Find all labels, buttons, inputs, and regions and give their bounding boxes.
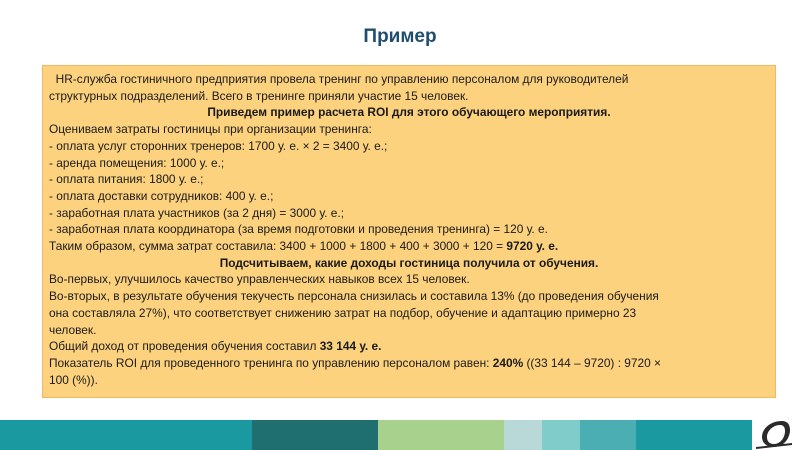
cost-item-food: - оплата питания: 1800 у. е.; [49,172,204,187]
slide-title: Пример [363,26,437,47]
roi-text: Показатель ROI для проведенного тренинга по управлению персоналом равен: [49,355,493,370]
roi-formula-end: 100 (%)). [49,372,98,387]
text-line-costs-intro: Оцениваем затраты гостиницы при организации тренинга: [49,122,372,137]
roi-line [49,355,769,372]
roi-formula: ((33 144 – 9720) : 9720 × [523,355,662,370]
cost-item-transport: - оплата доставки сотрудников: 400 у. е.; [49,188,274,203]
footer-segment [378,420,504,450]
total-costs-text: Таким образом, сумма затрат составила: 3400 + 1000 + 1800 + 400 + 3000 + 120 = [49,239,507,254]
cost-item-rent: - аренда помещения: 1000 у. е.; [49,155,225,170]
footer-segment [504,420,542,450]
footer-segment [252,420,378,450]
footer-segment [0,420,252,450]
roi-value: 240% [492,355,524,370]
text-line-second-3: человек. [49,322,97,337]
text-line-1: HR-служба гостиничного предприятия провела тренинг по управлению персоналом для руководителей [55,72,629,86]
cost-item-participants-salary: - заработная плата участников (за 2 дня) = 3000 у. е.; [49,205,345,220]
total-income-value: 33 144 у. е. [319,339,382,354]
cost-item-trainers: - оплата услуг сторонних тренеров: 1700 у. е. × 2 = 3400 у. е.; [49,138,388,153]
cost-item-coordinator-salary: - заработная плата координатора (за время подготовки и проведения тренинга) = 120 у. е. [49,222,548,237]
text-line-first: Во-первых, улучшилось качество управленческих навыков всех 15 человек. [49,272,470,287]
section-heading-roi: Приведем пример расчета ROI для этого обучающего мероприятия. [207,105,611,120]
footer-color-bar [0,420,800,450]
total-income-text: Общий доход от проведения обучения составил [49,339,320,354]
footer-segment [542,420,580,450]
text-line-second-1: Во-вторых, в результате обучения текучесть персонала снизилась и составила 13% (до проведения обучения [49,289,659,304]
logo-icon [752,417,796,450]
footer-segment [580,420,636,450]
example-text-panel [42,65,776,398]
footer-segment [636,420,752,450]
text-line-2: структурных подразделений. Всего в тренинге приняли участие 15 человек. [49,88,469,103]
total-income-line [49,338,769,355]
total-costs-value: 9720 у. е. [506,239,559,254]
text-line [49,71,769,88]
total-costs-line [49,238,769,255]
text-line-second-2: она составляла 27%), что соответствует снижению затрат на подбор, обучение и адаптацию примерно 23 [49,305,637,320]
section-heading-income: Подсчитываем, какие доходы гостиница получила от обучения. [219,255,599,270]
